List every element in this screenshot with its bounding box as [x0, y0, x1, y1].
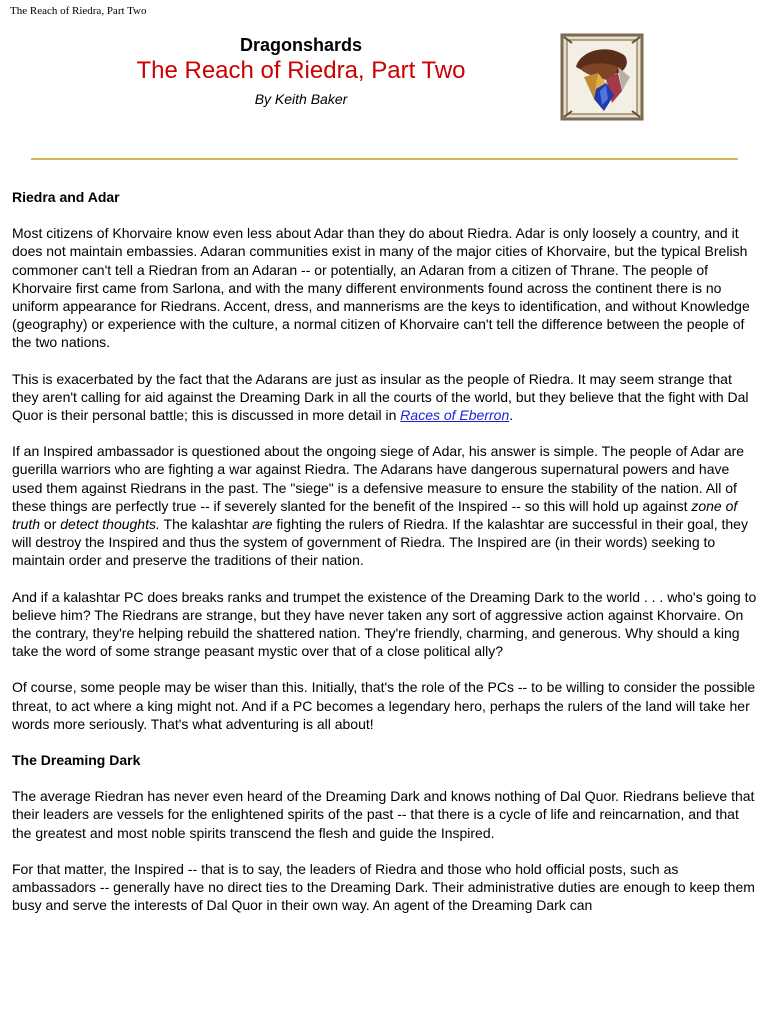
paragraph-5: Of course, some people may be wiser than this. Initially, that's the role of the PCs -- to be willing to consider the possible threat, to act where a king might not. And if a PC becomes a legendary hero, perhaps the rulers of the land will take her words more seriously. That's what adventuring is all about!	[12, 679, 756, 732]
paragraph-7: For that matter, the Inspired -- that is to say, the leaders of Riedra and those who hold official posts, such as ambassadors -- generally have no direct ties to the Dreaming Dark. Their administrative duties are enough to keep them busy and serve the interests of Dal Quor in their own way. An agent of the Dreaming Dark can	[12, 860, 755, 914]
section-heading-riedra-adar: Riedra and Adar	[12, 189, 120, 205]
paragraph-3: If an Inspired ambassador is questioned about the ongoing siege of Adar, his answer is simple. The people of Adar are guerilla warriors who are fighting a war against Riedra. The Adarans have dangerous supernatural powers and have used them against Riedrans in the past. The "siege" is a defensive measure to ensure the stability of the nation. All of these things are perfectly true -- if severely slanted for the benefit of the Inspired -- so this will hold up against zone of truth or detect thoughts. The kalashtar are fighting the rulers of Riedra. If the kalashtar are successful in their goal, they will destroy the Inspired and thus the system of government of Riedra. The Inspired are (in their words) seeking to maintain order and preserve the traditions of their nation.	[12, 443, 748, 569]
races-of-eberron-link[interactable]: Races of Eberron	[400, 407, 510, 424]
series-title: Dragonshards	[239, 35, 363, 55]
paragraph-2: This is exacerbated by the fact that the Adarans are just as insular as the people of Riedra. It may seem strange that they aren't calling for aid against the Dreaming Dark in all the courts of the world, but they believe that the fight with Dal Quor is their personal battle; this is discussed in more detail in Races of Eberron.	[12, 370, 749, 424]
section-heading-dreaming-dark: The Dreaming Dark	[12, 752, 141, 769]
byline: By Keith Baker	[254, 91, 348, 107]
running-head: The Reach of Riedra, Part Two	[10, 5, 147, 17]
dragonshard-crystal-art	[560, 33, 644, 121]
divider-rule	[31, 158, 738, 160]
paragraph-4: And if a kalashtar PC does breaks ranks and trumpet the existence of the Dreaming Dark to the world . . . who's going to believe him? The Riedrans are strange, but they have never taken any sort of aggressive action against Khorvaire. On the contrary, they're helping rebuild the shattered nation. They're friendly, charming, and generous. Why should a king take the word of some strange peasant mystic over that of a close political ally?	[12, 588, 757, 660]
article-body	[12, 188, 758, 933]
page-title: The Reach of Riedra, Part Two	[136, 57, 466, 84]
article-header	[0, 34, 602, 108]
paragraph-6: The average Riedran has never even heard of the Dreaming Dark and knows nothing of Dal Quor. Riedrans believe that their leaders are vessels for the enlightened spirits of the past -- that there is a cycle of life and reincarnation, and that the greatest and most noble spirits transcend the flesh and guide the Inspired.	[12, 788, 755, 841]
paragraph-1: Most citizens of Khorvaire know even less about Adar than they do about Riedra. Adar is only loosely a country, and it does not maintain embassies. Adaran communities exist in many of the major cities of Khorvaire, but the typical Brelish commoner can't tell a Riedran from an Adaran -- or potentially, an Adaran from a citizen of Thrane. The people of Khorvaire first came from Sarlona, and with the many different environments found across the continent there is no uniform appearance for Riedrans. Accent, dress, and mannerisms are the keys to identification, and without Knowledge (geography) or experience with the culture, a normal citizen of Khorvaire can't tell the difference between the people of the two nations.	[12, 225, 750, 351]
